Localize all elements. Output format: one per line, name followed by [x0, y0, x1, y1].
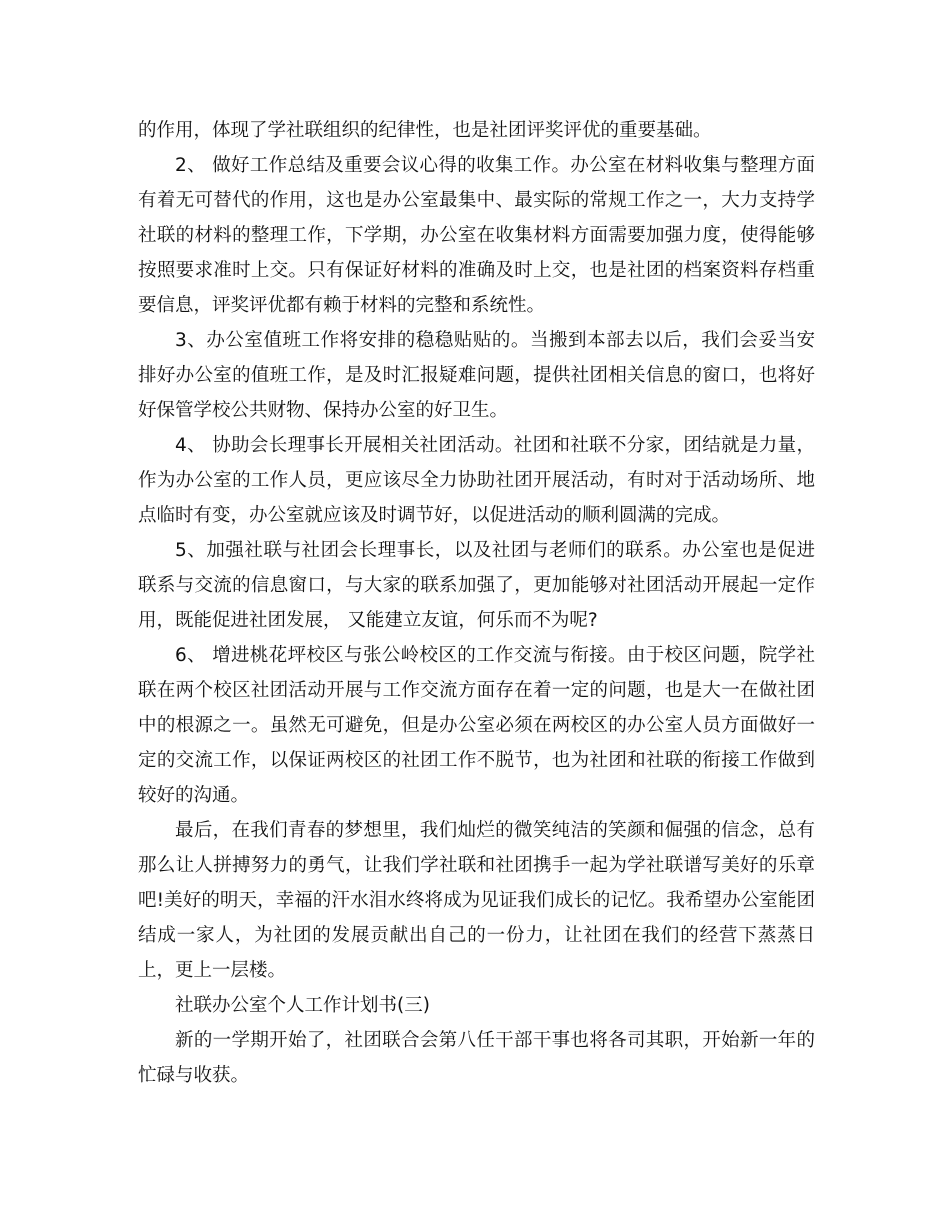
paragraph-continuation: 的作用，体现了学社联组织的纪律性，也是社团评奖评优的重要基础。 — [138, 120, 712, 141]
paragraph-intro: 新的一学期开始了，社团联合会第八任干部干事也将各司其职，开始新一年的忙碌与收获。 — [138, 1030, 815, 1086]
paragraph-item-2: 2、 做好工作总结及重要会议心得的收集工作。办公室在材料收集与整理方面有着无可替代的作用，这也是办公室最集中、最实际的常规工作之一，大力支持学社联的材料的整理工作，下学期，办公室在收集材料方面需要加强力度，使得能够按照要求准时上交。只有保证好材料的准确及时上交，也是社团的档案资料存档重要信息，评奖评优都有赖于材料的完整和系统性。 — [138, 155, 815, 316]
paragraph-conclusion: 最后，在我们青春的梦想里，我们灿烂的微笑纯洁的笑颜和倔强的信念，总有那么让人拼搏努力的勇气，让我们学社联和社团携手一起为学社联谱写美好的乐章吧!美好的明天，幸福的汗水泪水终将成为见证我们成长的记忆。我希望办公室能团结成一家人，为社团的发展贡献出自己的一份力，让社团在我们的经营下蒸蒸日上，更上一层楼。 — [138, 820, 815, 981]
paragraph-item-3: 3、办公室值班工作将安排的稳稳贴贴的。当搬到本部去以后，我们会妥当安排好办公室的值班工作，是及时汇报疑难问题，提供社团相关信息的窗口，也将好好保管学校公共财物、保持办公室的好卫生。 — [138, 330, 815, 421]
paragraph-item-5: 5、加强社联与社团会长理事长，以及社团与老师们的联系。办公室也是促进联系与交流的信息窗口，与大家的联系加强了，更加能够对社团活动开展起一定作用，既能促进社团发展， 又能建立友谊，何乐而不为呢? — [138, 540, 815, 631]
document-body — [138, 113, 815, 1093]
section-heading: 社联办公室个人工作计划书(三) — [175, 995, 430, 1016]
paragraph-item-6: 6、 增进桃花坪校区与张公岭校区的工作交流与衔接。由于校区问题，院学社联在两个校区社团活动开展与工作交流方面存在着一定的问题，也是大一在做社团中的根源之一。虽然无可避免，但是办公室必须在两校区的办公室人员方面做好一定的交流工作，以保证两校区的社团工作不脱节，也为社团和社联的衔接工作做到较好的沟通。 — [138, 645, 815, 806]
paragraph-item-4: 4、 协助会长理事长开展相关社团活动。社团和社联不分家，团结就是力量，作为办公室的工作人员，更应该尽全力协助社团开展活动，有时对于活动场所、地点临时有变，办公室就应该及时调节好，以促进活动的顺利圆满的完成。 — [138, 435, 815, 526]
